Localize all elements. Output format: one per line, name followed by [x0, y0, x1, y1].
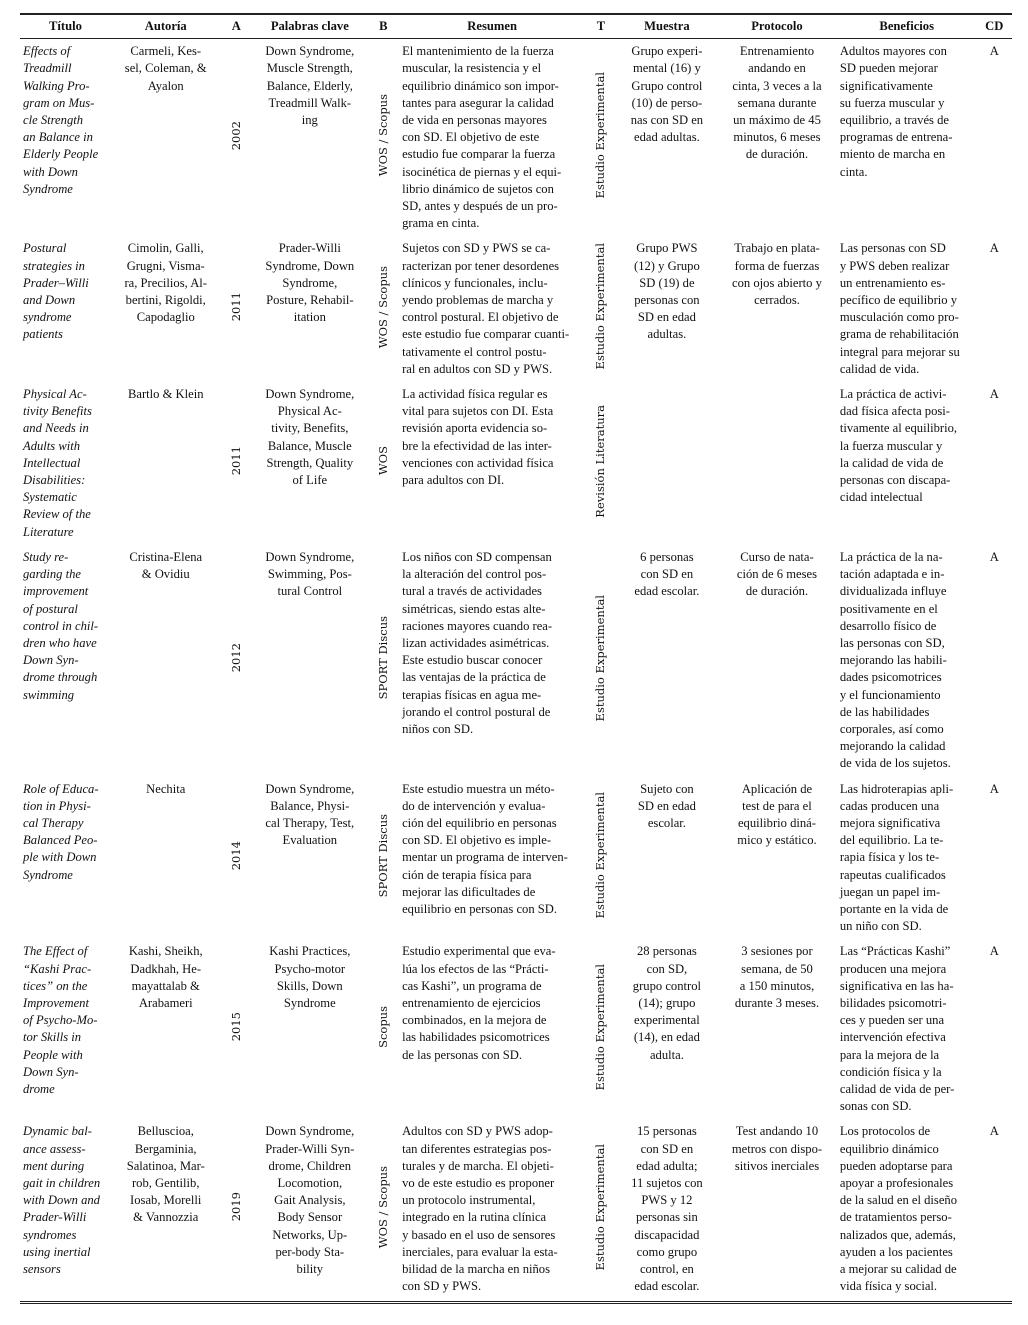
cell-database	[368, 777, 400, 940]
table-row	[20, 777, 1012, 940]
header-resumen: Resumen	[399, 14, 585, 39]
cell-study-type	[585, 39, 617, 237]
cell-cd: A	[989, 944, 999, 959]
header-muestra: Muestra	[617, 14, 717, 39]
cell-year-text: 2011	[228, 292, 243, 322]
cell-protocol: 3 sesiones por semana, de 50 a 150 minutos, durante 3 meses.	[734, 944, 820, 1010]
cell-benefits: La práctica de activi- dad física afecta posi- tivamente al equilibrio, la fuerza muscular y la calidad de vida de personas con discapa- cidad intelectual	[839, 387, 958, 505]
cell-authors: Belluscioa, Bergaminia, Salatinoa, Mar- rob, Gentilib, Iosab, Morelli & Vannozzia	[111, 1119, 221, 1303]
cell-summary: Sujetos con SD y PWS se ca- racterizan por tener desordenes clínicos y funcionales, inclu- yendo problemas de marcha y control postural. El objetivo de este estudio fue comparar cuanti- tativamente el control postu- ral en adultos con SD y PWS.	[402, 241, 570, 376]
cell-cd: A	[989, 549, 999, 564]
cell-study-type	[585, 939, 617, 1119]
table-row	[20, 236, 1012, 382]
cell-year-text: 2002	[228, 120, 243, 150]
cell-study-type	[585, 236, 617, 382]
cell-benefits: Adultos mayores con SD pueden mejorar significativamente su fuerza muscular y equilibrio, a través de programas de entrena- miento de marcha en cinta.	[839, 44, 953, 179]
cell-database-text: WOS / Scopus	[375, 94, 390, 177]
studies-table	[20, 13, 1012, 1304]
cell-benefits: Las hidroterapias apli- cadas producen una mejora significativa del equilibrio. La te- rapia física y los te- rapeutas cualificados juegan un papel im- portante en la vida de un niño con SD.	[839, 781, 954, 934]
cell-sample: 15 personas con SD en edad adulta; 11 sujetos con PWS y 12 personas sin discapacidad como grupo control, en edad escolar.	[617, 1119, 717, 1303]
table-row	[20, 382, 1012, 545]
cell-study-type-text: Estudio Experimental	[593, 1143, 608, 1271]
cell-protocol: Curso de nata- ción de 6 meses de duración.	[736, 549, 818, 599]
cell-database	[368, 545, 400, 777]
cell-database	[368, 1119, 400, 1303]
cell-database	[368, 236, 400, 382]
cell-year-text: 2019	[228, 1192, 243, 1222]
cell-keywords: Down Syndrome, Physical Ac- tivity, Benefits, Balance, Muscle Strength, Quality of Life	[265, 387, 355, 488]
cell-sample: Grupo PWS (12) y Grupo SD (19) de personas con SD en edad adultas.	[634, 241, 700, 342]
table-header-row	[20, 14, 1012, 39]
cell-study-type-text: Estudio Experimental	[593, 792, 608, 919]
cell-benefits: Las “Prácticas Kashi” producen una mejora significativa en las ha- bilidades psicomotri- ces y pueden ser una intervención efectiva para la mejora de la condición física y la calidad de vida de per- sonas con SD.	[839, 944, 955, 1114]
cell-summary: Los niños con SD compensan la alteración del control pos- tural a través de actividades simétricas, siendo estas alte- raciones mayores cuando rea- lizan actividades asimétricas. Este estudio buscar conocer las ventajas de la práctica de terapias físicas en agua me- jorando el control postural de niños con SD.	[402, 549, 553, 736]
table-row	[20, 1119, 1012, 1303]
cell-title: The Effect of “Kashi Prac- tices” on the Improvement of Psycho-Mo- tor Skills in People with Down Syn- drome	[23, 944, 98, 1096]
cell-cd: A	[989, 241, 999, 256]
header-beneficios: Beneficios	[837, 14, 977, 39]
cell-year	[221, 777, 253, 940]
cell-year	[221, 236, 253, 382]
cell-year-text: 2011	[228, 446, 243, 476]
cell-database-text: WOS / Scopus	[375, 1165, 390, 1248]
cell-keywords: Down Syndrome, Balance, Physi- cal Therapy, Test, Evaluation	[265, 781, 355, 848]
cell-authors: Bartlo & Klein	[127, 387, 204, 402]
header-database: B	[368, 14, 400, 39]
cell-study-type-text: Estudio Experimental	[593, 963, 608, 1090]
cell-sample	[617, 382, 717, 545]
cell-year	[221, 39, 253, 237]
cell-database-text: SPORT Discus	[375, 616, 390, 700]
header-titulo: Título	[20, 14, 111, 39]
header-autoria: Autoría	[111, 14, 221, 39]
cell-sample: 6 personas con SD en edad escolar.	[634, 549, 700, 599]
cell-database	[368, 39, 400, 237]
cell-authors: Carmeli, Kes- sel, Coleman, & Ayalon	[124, 44, 207, 93]
cell-benefits: Los protocolos de equilibrio dinámico pueden adoptarse para apoyar a profesionales de la salud en el diseño de tratamientos perso- nalizados que, además, ayuden a los pacientes a mejorar su calidad de vida física y social.	[837, 1119, 977, 1303]
cell-summary: Adultos con SD y PWS adop- tan diferentes estrategias pos- turales y de marcha. El objeti- vo de este estudio es proponer un protocolo instrumental, integrado en la rutina clínica y basado en el uso de sensores inerciales, para evaluar la esta- bilidad de la marcha en niños con SD y PWS.	[399, 1119, 585, 1303]
header-year: A	[221, 14, 253, 39]
cell-database	[368, 939, 400, 1119]
cell-keywords: Down Syndrome, Prader-Willi Syn- drome, Children Locomotion, Gait Analysis, Body Sensor Networks, Up- per-body Sta- bility	[252, 1119, 367, 1303]
table-row	[20, 939, 1012, 1119]
cell-authors: Nechita	[146, 781, 186, 796]
table-row	[20, 545, 1012, 777]
header-keywords: Palabras clave	[252, 14, 367, 39]
cell-sample: 28 personas con SD, grupo control (14); grupo experimental (14), en edad adulta.	[632, 944, 701, 1062]
cell-database-text: WOS	[375, 446, 390, 476]
header-cd: CD	[977, 14, 1012, 39]
cell-authors: Cristina-Elena & Ovidiu	[129, 549, 203, 582]
cell-year-text: 2015	[228, 1012, 243, 1042]
cell-year-text: 2014	[228, 840, 243, 870]
cell-title: Dynamic bal- ance assess- ment during gait in children with Down and Prader-Willi syndromes using inertial sensors	[20, 1119, 111, 1303]
header-type: T	[585, 14, 617, 39]
cell-sample: Grupo experi- mental (16) y Grupo control (10) de perso- nas con SD en edad adultas.	[630, 44, 704, 145]
cell-benefits: La práctica de la na- tación adaptada e in- dividualizada influye positivamente en el desarrollo físico de las personas con SD, mejorando las habili- dades psicomotrices y el funcionamiento de las habilidades corporales, así como mejorando la calidad de vida de los sujetos.	[839, 549, 951, 771]
cell-keywords: Prader-Willi Syndrome, Down Syndrome, Posture, Rehabil- itation	[265, 241, 355, 325]
cell-title: Role of Educa- tion in Physi- cal Therapy Balanced Peo- ple with Down Syndrome	[23, 781, 99, 882]
cell-study-type-text: Estudio Experimental	[593, 594, 608, 722]
cell-keywords: Down Syndrome, Muscle Strength, Balance, Elderly, Treadmill Walk- ing	[265, 44, 355, 128]
table-row	[20, 39, 1012, 237]
cell-study-type-text: Estudio Experimental	[593, 243, 608, 370]
cell-cd: A	[977, 1119, 1012, 1303]
cell-protocol: Trabajo en plata- forma de fuerzas con ojos abierto y cerrados.	[732, 241, 822, 308]
cell-database-text: Scopus	[375, 1005, 390, 1048]
cell-protocol: Entrenamiento andando en cinta, 3 veces a la semana durante un máximo de 45 minutos, 6 meses de duración.	[732, 44, 822, 162]
cell-study-type	[585, 382, 617, 545]
cell-study-type	[585, 777, 617, 940]
cell-authors: Kashi, Sheikh, Dadkhah, He- mayattalab & Arabameri	[128, 944, 203, 1010]
cell-sample: Sujeto con SD en edad escolar.	[637, 781, 696, 830]
cell-year	[221, 545, 253, 777]
cell-authors: Cimolin, Galli, Grugni, Visma- ra, Precilios, Al- bertini, Rigoldi, Capodaglio	[124, 241, 207, 325]
cell-cd: A	[989, 44, 999, 59]
cell-protocol: Test andando 10 metros con dispo- sitivos inerciales	[717, 1119, 837, 1303]
cell-summary: Estudio experimental que eva- lúa los efectos de las “Prácti- cas Kashi”, un programa de entrenamiento de ejercicios combinados, en la mejora de las habilidades psicomotrices de las personas con SD.	[402, 944, 556, 1062]
cell-cd: A	[989, 781, 999, 796]
cell-title: Effects of Treadmill Walking Pro- gram on Mus- cle Strength an Balance in Elderly People with Down Syndrome	[23, 44, 99, 196]
cell-protocol: Aplicación de test de para el equilibrio diná- mico y estático.	[737, 781, 817, 848]
cell-title: Physical Ac- tivity Benefits and Needs in Adults with Intellectual Disabilities: Systematic Review of the Literature	[23, 387, 92, 539]
cell-title: Postural strategies in Prader–Willi and Down syndrome patients	[23, 241, 89, 342]
cell-study-type-text: Estudio Experimental	[593, 71, 608, 199]
cell-summary: La actividad física regular es vital para sujetos con DI. Esta revisión aporta evidencia so- bre la efectividad de las inter- venciones con actividad física para adultos con DI.	[402, 387, 554, 488]
cell-year-text: 2012	[228, 643, 243, 673]
cell-summary: El mantenimiento de la fuerza muscular, la resistencia y el equilibrio dinámico son impor- tantes para asegurar la calidad de vida en personas mayores con SD. El objetivo de este estudio fue comparar la fuerza isocinética de piernas y el equi- librio dinámico de sujetos con SD, antes y después de un pro- grama en cinta.	[402, 44, 562, 231]
cell-database-text: WOS / Scopus	[375, 265, 390, 348]
cell-title: Study re- garding the improvement of postural control in chil- dren who have Down Syn- drome through swimming	[23, 549, 99, 702]
cell-study-type	[585, 545, 617, 777]
cell-benefits: Las personas con SD y PWS deben realizar un entrenamiento es- pecífico de equilibrio y musculación como pro- grama de rehabilitación integral para mejorar su calidad de vida.	[839, 241, 960, 376]
header-protocolo: Protocolo	[717, 14, 837, 39]
cell-year	[221, 1119, 253, 1303]
cell-keywords: Kashi Practices, Psycho-motor Skills, Down Syndrome	[269, 944, 351, 1010]
cell-year	[221, 939, 253, 1119]
cell-summary: Este estudio muestra un méto- do de intervención y evalua- ción del equilibrio en personas con SD. El objetivo es imple- mentar un programa de interven- ción de terapia física para mejorar las dificultades de equilibrio en personas con SD.	[402, 781, 568, 916]
cell-database-text: SPORT Discus	[375, 813, 390, 898]
cell-study-type	[585, 1119, 617, 1303]
cell-protocol	[717, 382, 837, 545]
cell-keywords: Down Syndrome, Swimming, Pos- tural Control	[265, 549, 355, 599]
cell-cd: A	[989, 387, 999, 402]
cell-study-type-text: Revisión Literatura	[593, 404, 608, 518]
cell-database	[368, 382, 400, 545]
cell-year	[221, 382, 253, 545]
